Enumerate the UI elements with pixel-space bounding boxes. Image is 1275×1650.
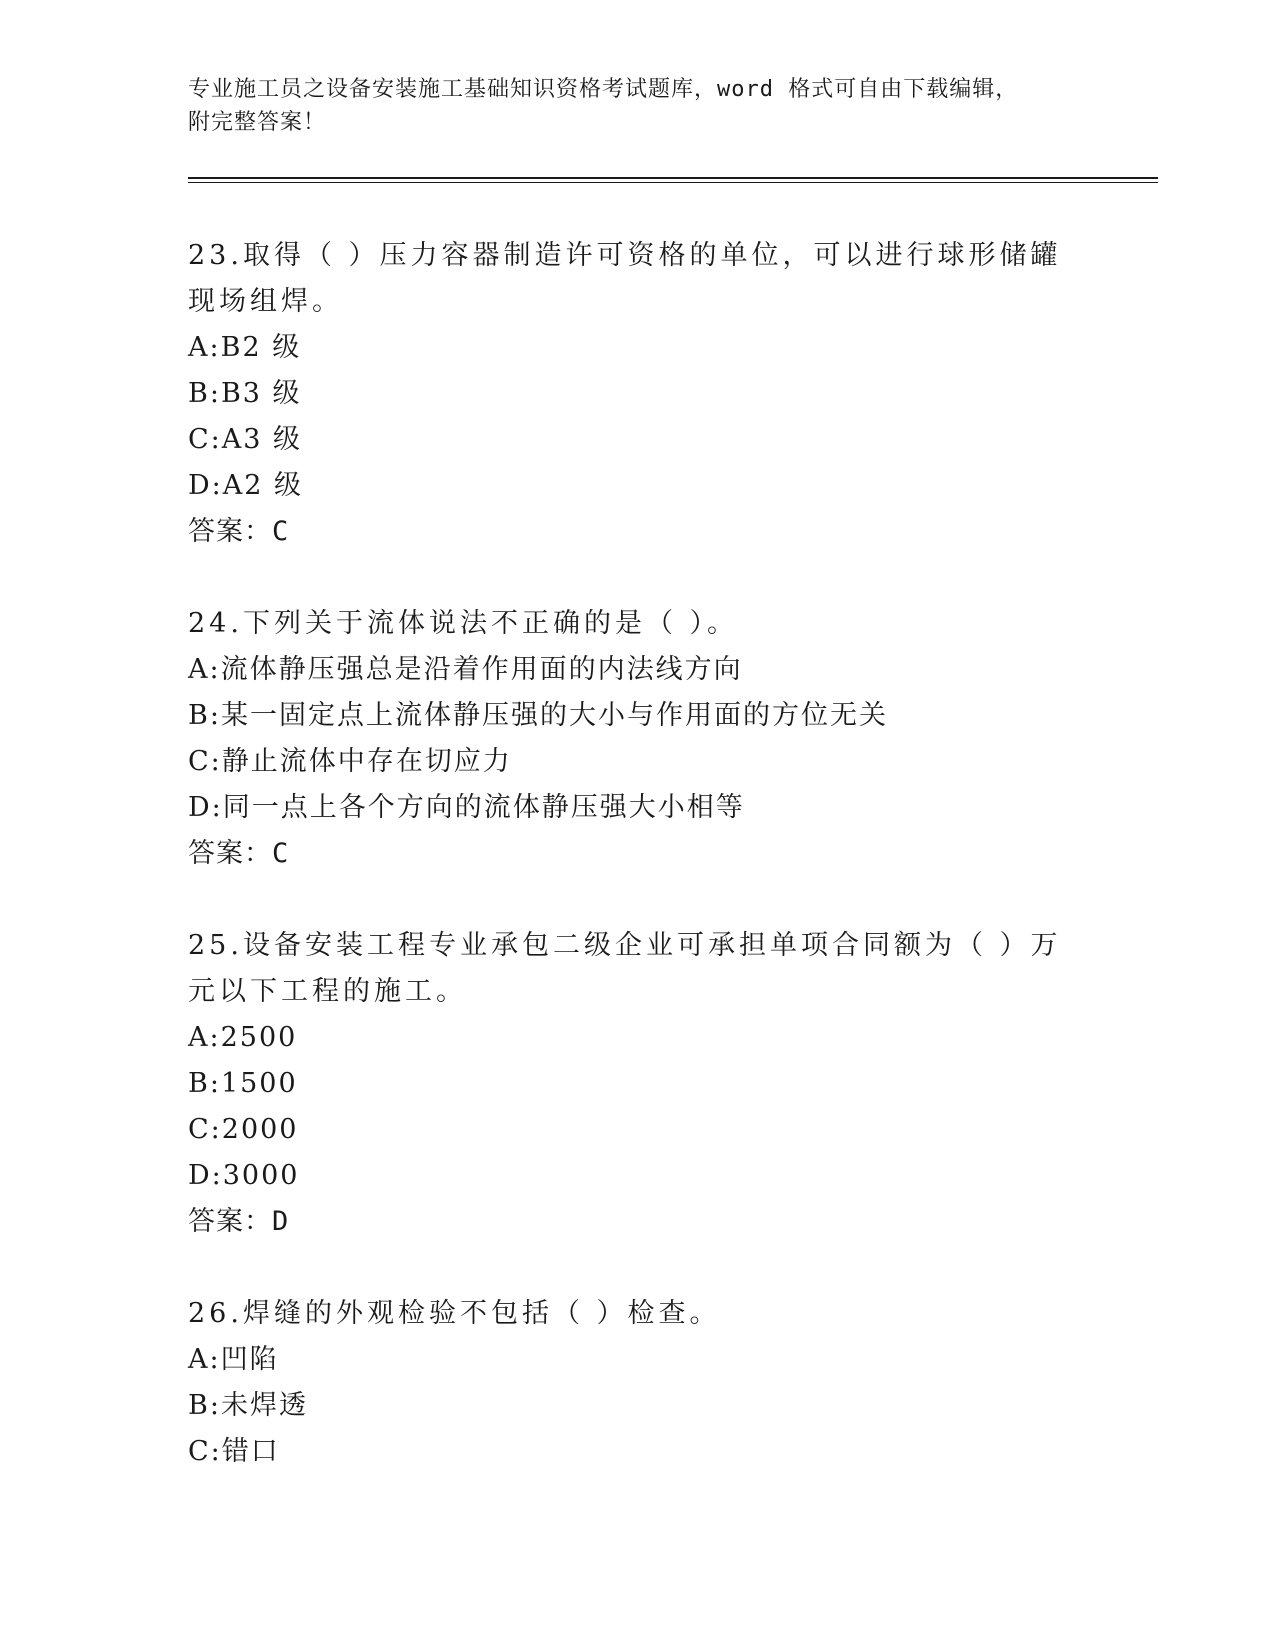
- option-letter: C:: [188, 424, 222, 455]
- question-stem: 26.焊缝的外观检验不包括（ ）检查。: [188, 1298, 721, 1329]
- option-letter: A:: [188, 332, 221, 363]
- option-letter: B:: [188, 1390, 221, 1421]
- option-text: 3000: [222, 1160, 300, 1191]
- option-text: B2 级: [220, 332, 302, 363]
- answer-line: 答案：C: [188, 838, 290, 869]
- answer-line: 答案：D: [188, 1206, 290, 1237]
- option-text: 错口: [221, 1436, 280, 1467]
- option-b: [188, 1061, 1088, 1107]
- option-text: 流体静压强总是沿着作用面的内法线方向: [220, 654, 743, 685]
- option-d: [188, 1153, 1088, 1199]
- option-d: [188, 785, 1088, 831]
- option-letter: A:: [188, 654, 221, 685]
- option-letter: D:: [188, 470, 223, 501]
- header-line-2: 附完整答案！: [188, 110, 327, 135]
- header-divider-thick: [188, 177, 1158, 179]
- option-text: A3 级: [221, 424, 303, 455]
- option-text: 未焊透: [220, 1390, 308, 1421]
- option-letter: A:: [188, 1022, 221, 1053]
- option-letter: B:: [188, 378, 221, 409]
- option-text: A2 级: [222, 470, 304, 501]
- question-stem: 25.设备安装工程专业承包二级企业可承担单项合同额为（ ）万元以下工程的施工。: [188, 930, 1062, 1007]
- option-text: 静止流体中存在切应力: [221, 746, 512, 777]
- question-stem: 24.下列关于流体说法不正确的是（ ）。: [188, 608, 739, 639]
- header-line-1: 专业施工员之设备安装施工基础知识资格考试题库，word 格式可自由下载编辑，: [188, 77, 1019, 102]
- question-25: [188, 923, 1088, 1245]
- option-c: [188, 739, 1088, 785]
- document-header: [188, 73, 1068, 139]
- option-a: [188, 1337, 1088, 1383]
- question-24: [188, 601, 1088, 877]
- option-b: [188, 693, 1088, 739]
- option-a: [188, 325, 1088, 371]
- header-divider-thin: [188, 182, 1158, 183]
- option-text: 2500: [220, 1022, 298, 1053]
- option-letter: C:: [188, 1436, 222, 1467]
- option-a: [188, 1015, 1088, 1061]
- option-text: 同一点上各个方向的流体静压强大小相等: [222, 792, 745, 823]
- question-stem: 23.取得（ ）压力容器制造许可资格的单位，可以进行球形储罐现场组焊。: [188, 240, 1062, 317]
- option-b: [188, 371, 1088, 417]
- option-letter: D:: [188, 792, 223, 823]
- option-letter: B:: [188, 700, 221, 731]
- option-letter: B:: [188, 1068, 221, 1099]
- option-text: 某一固定点上流体静压强的大小与作用面的方位无关: [220, 700, 888, 731]
- option-d: [188, 463, 1088, 509]
- question-list: [188, 233, 1088, 1521]
- option-text: 2000: [221, 1114, 299, 1145]
- answer-line: 答案：C: [188, 516, 290, 547]
- option-text: 1500: [220, 1068, 298, 1099]
- option-text: 凹陷: [220, 1344, 279, 1375]
- option-c: [188, 417, 1088, 463]
- option-letter: C:: [188, 746, 222, 777]
- option-letter: C:: [188, 1114, 222, 1145]
- option-a: [188, 647, 1088, 693]
- option-text: B3 级: [220, 378, 302, 409]
- question-26: [188, 1291, 1088, 1475]
- option-c: [188, 1429, 1088, 1475]
- option-letter: A:: [188, 1344, 221, 1375]
- option-b: [188, 1383, 1088, 1429]
- option-c: [188, 1107, 1088, 1153]
- option-letter: D:: [188, 1160, 223, 1191]
- question-23: [188, 233, 1088, 555]
